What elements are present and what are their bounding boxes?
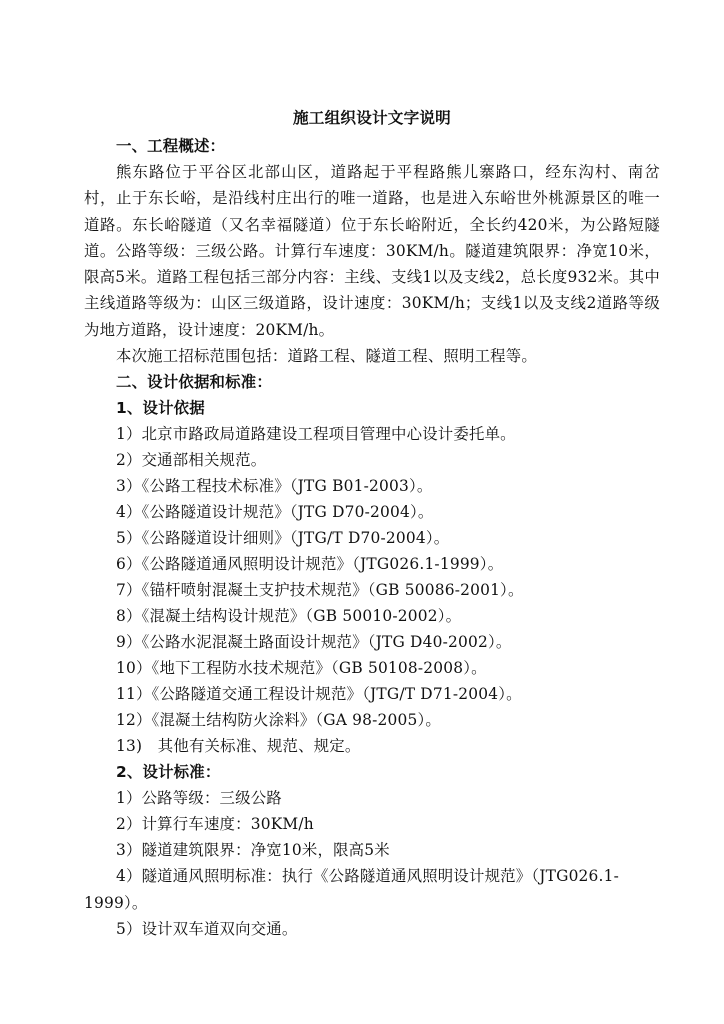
list-item: 8）《混凝土结构设计规范》（GB 50010-2002）。 [116,607,462,626]
section-heading-design-basis: 二、设计依据和标准： [116,373,272,392]
list-item: 13) 其他有关标准、规范、规定。 [116,737,361,756]
list-item: 11）《公路隧道交通工程设计规范》（JTG/T D71-2004）。 [116,685,522,704]
section-heading-overview: 一、工程概述： [116,137,226,155]
tender-scope-paragraph: 本次施工招标范围包括：道路工程、隧道工程、照明工程等。 [116,347,537,366]
list-item: 5）设计双车道双向交通。 [116,919,298,938]
subheading-design-standards: 2、设计标准： [116,763,221,782]
list-item: 9）《公路水泥混凝土路面设计规范》（JTG D40-2002）。 [116,633,512,652]
list-item: 4）隧道通风照明标准：执行《公路隧道通风照明设计规范》（JTG026.1-1999）。 [84,867,620,912]
document-page [84,105,660,942]
list-item: 6）《公路隧道通风照明设计规范》（JTG026.1-1999）。 [116,555,504,574]
list-item: 2）计算行车速度：30KM/h [116,815,314,834]
list-item: 5）《公路隧道设计细则》（JTG/T D70-2004）。 [116,529,450,548]
list-item: 1）公路等级：三级公路 [116,789,282,808]
list-item: 3）《公路工程技术标准》（JTG B01-2003）。 [116,477,433,496]
list-item: 3）隧道建筑限界：净宽10米，限高5米 [116,841,390,860]
list-item: 7）《锚杆喷射混凝土支护技术规范》（GB 50086-2001）。 [116,581,524,600]
overview-paragraph: 熊东路位于平谷区北部山区，道路起于平程路熊儿寨路口，经东沟村、南岔村，止于东长峪，是沿线村庄出行的唯一道路，也是进入东峪世外桃源景区的唯一道路。东长峪隧道（又名幸福隧道）位于东长峪附近，全长约420米，为公路短隧道。公路等级：三级公路。计算行车速度：30KM/h。隧道建筑限界：净宽10米，限高5米。道路工程包括三部分内容：主线、支线1以及支线2，总长度932米。其中主线道路等级为：山区三级道路，设计速度：30KM/h；支线1以及支线2道路等级为地方道路，设计速度：20KM/h。 [84,163,660,339]
list-item: 4）《公路隧道设计规范》（JTG D70-2004）。 [116,503,434,522]
list-item: 2）交通部相关规范。 [116,451,267,470]
list-item: 10）《地下工程防水技术规范》（GB 50108-2008）。 [116,659,487,678]
subheading-design-basis: 1、设计依据 [116,399,205,418]
document-title: 施工组织设计文字说明 [293,109,451,127]
list-item: 1）北京市路政局道路建设工程项目管理中心设计委托单。 [116,425,516,444]
list-item: 12）《混凝土结构防火涂料》（GA 98-2005）。 [116,711,441,730]
